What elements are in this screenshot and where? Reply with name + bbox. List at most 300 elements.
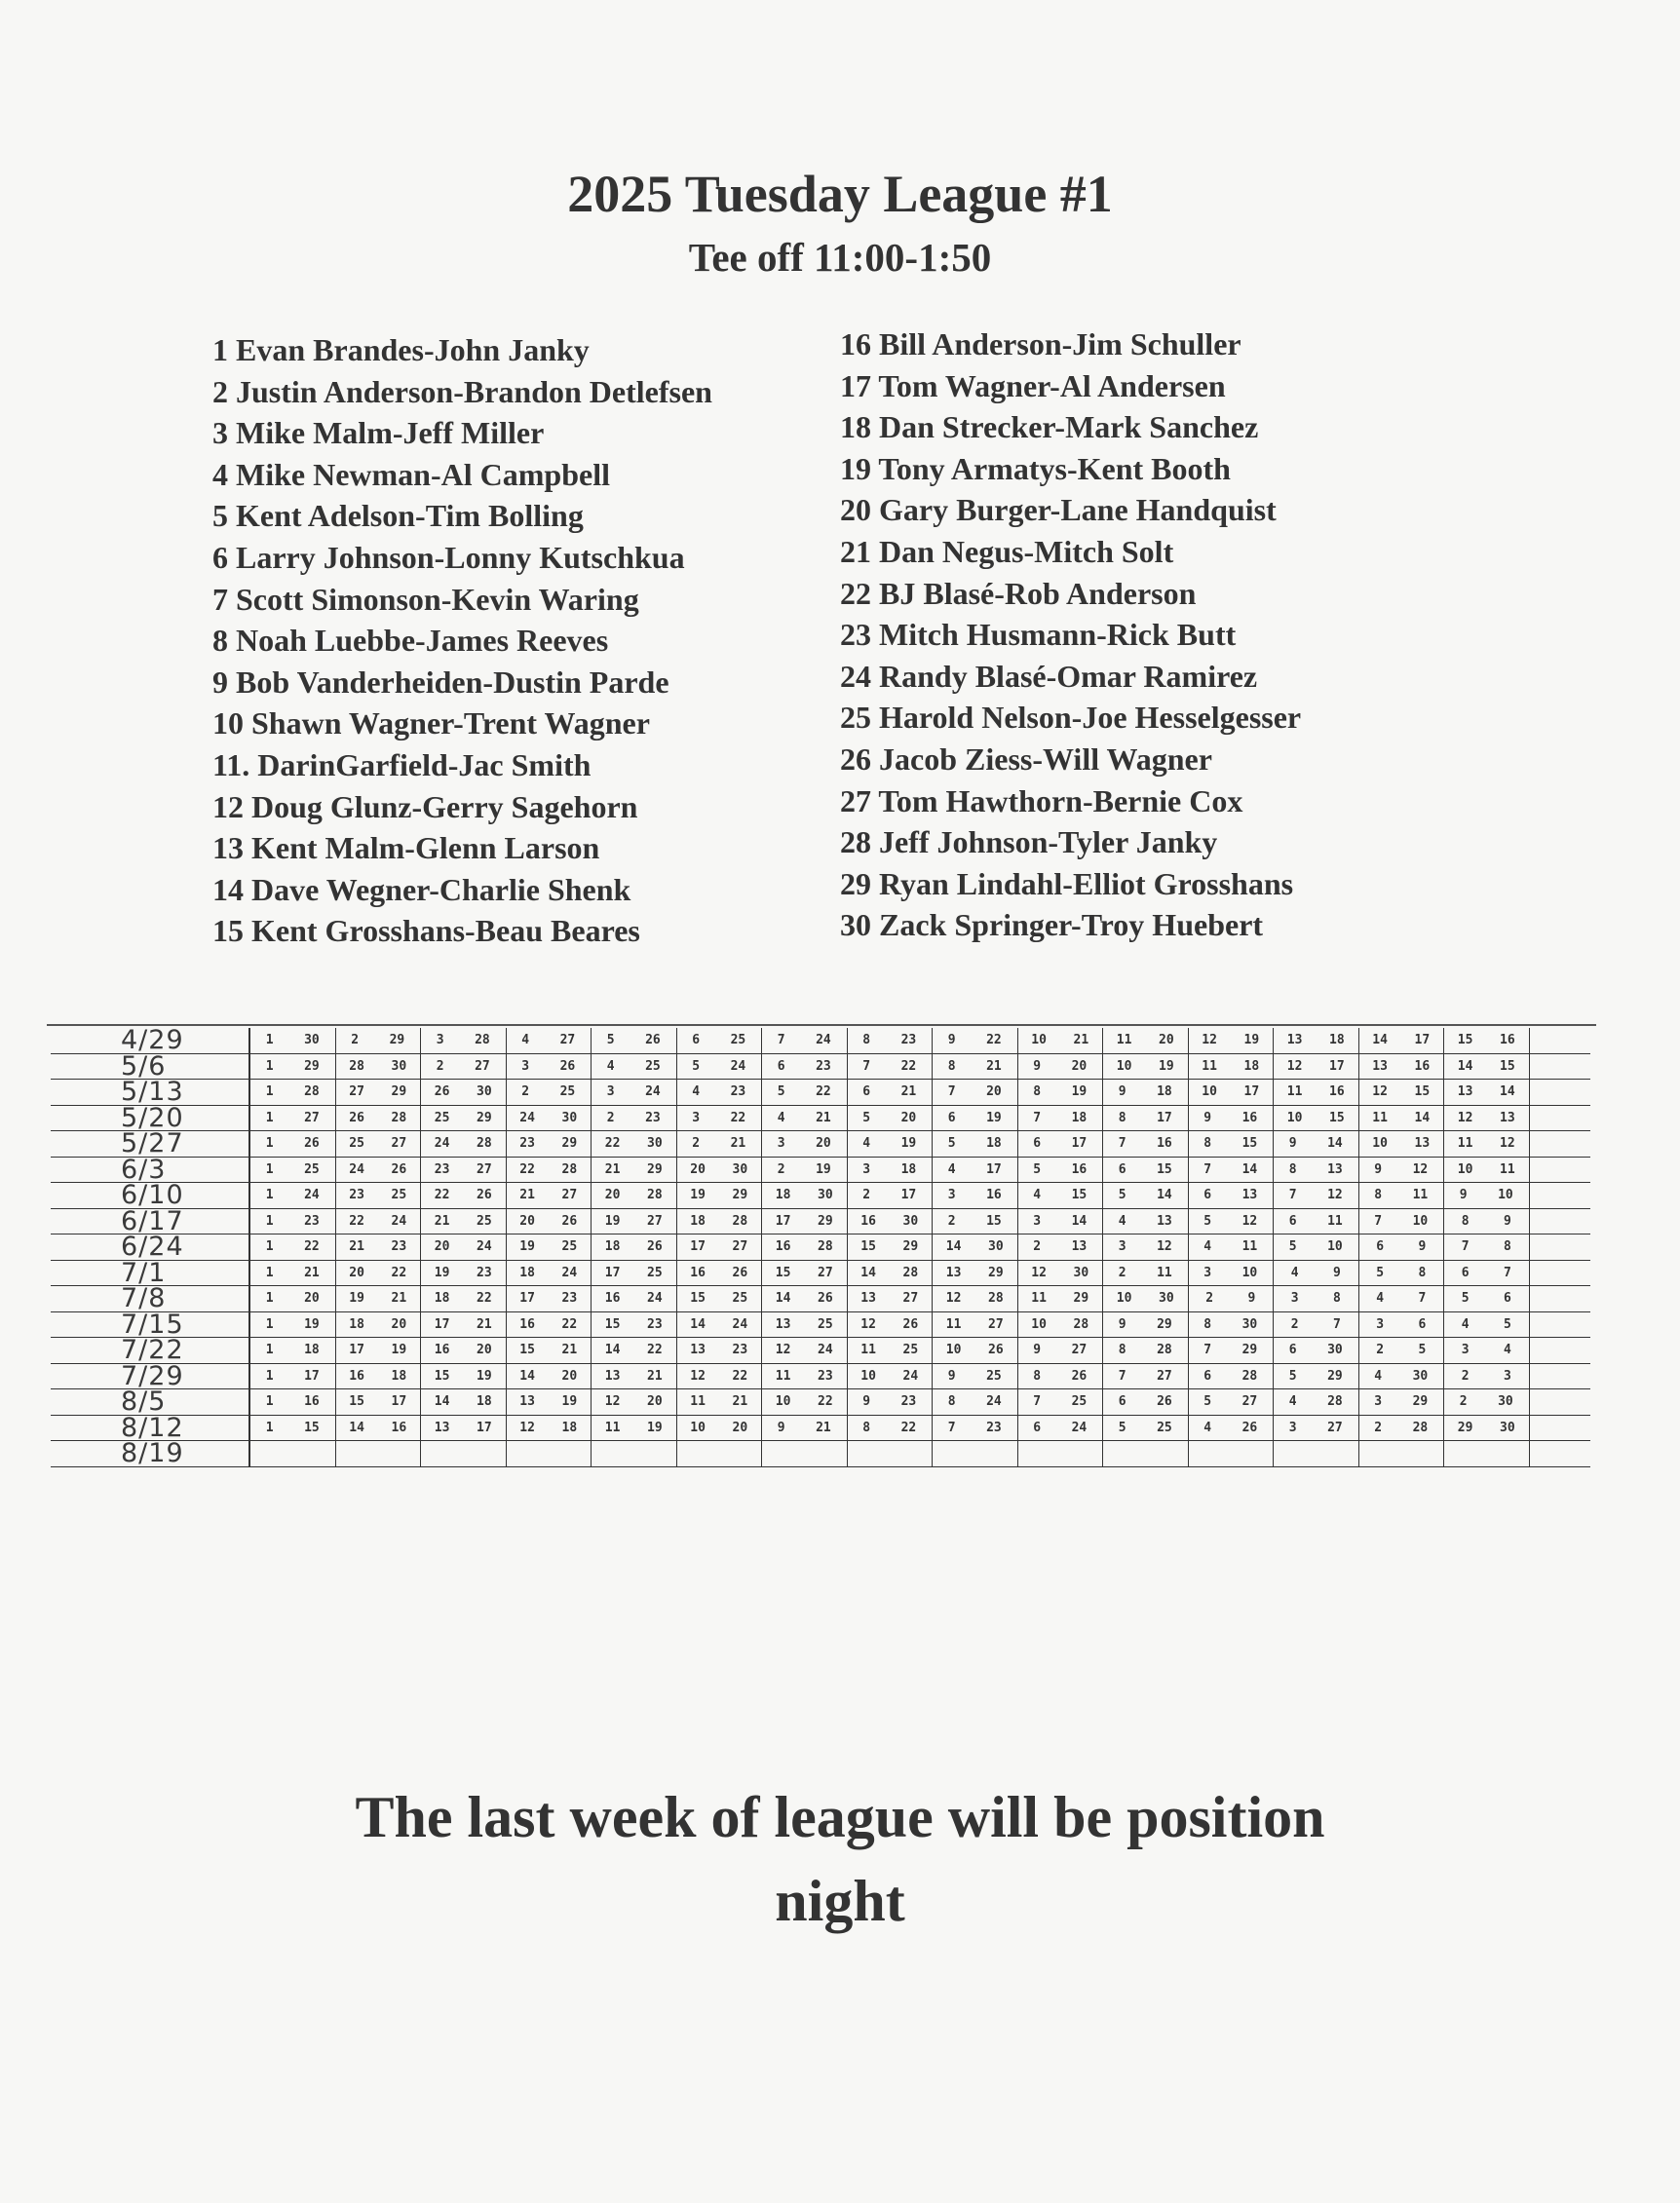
team-number: 17: [477, 1420, 492, 1435]
team-number: 22: [604, 1136, 621, 1152]
matchup-cell: [592, 1286, 677, 1311]
team-number: 1: [265, 1291, 274, 1307]
matchup-cell: [1103, 1441, 1189, 1466]
team-number: 21: [816, 1420, 831, 1435]
schedule-row: [51, 1025, 1590, 1055]
team-number: 10: [1372, 1136, 1388, 1152]
matchup-cell: [677, 1028, 763, 1053]
team-number: 19: [816, 1161, 831, 1177]
matchup-cell: [1444, 1131, 1530, 1157]
team-number: 17: [1329, 1058, 1345, 1074]
team-number: 25: [304, 1161, 320, 1177]
team-number: 29: [1327, 1368, 1343, 1384]
team-number: 26: [559, 1058, 576, 1074]
matchup-cell: [848, 1054, 934, 1080]
team-number: 16: [391, 1420, 407, 1435]
matchup-cell: [677, 1106, 763, 1131]
matchup-cell: [762, 1106, 848, 1131]
team-number: 13: [1414, 1136, 1431, 1152]
team-number: 25: [986, 1368, 1002, 1384]
week-date: 5/20: [51, 1106, 250, 1131]
matchup-cell: [592, 1209, 677, 1234]
matchup-cell: [1189, 1183, 1275, 1208]
team-number: 28: [647, 1188, 663, 1203]
week-date: 5/6: [51, 1054, 250, 1080]
schedule-row: [51, 1283, 1590, 1313]
team-number: 4: [1033, 1188, 1042, 1203]
team-number: 29: [818, 1213, 833, 1229]
team-number: 24: [816, 1033, 831, 1048]
team-number: 16: [690, 1265, 706, 1280]
team-number: 5: [1203, 1394, 1212, 1410]
matchup-cell: [1103, 1106, 1189, 1131]
matchup-cell: [677, 1183, 763, 1208]
team-number: 11: [1372, 1110, 1388, 1125]
team-number: 6: [1376, 1239, 1385, 1255]
team-number: 16: [1157, 1136, 1172, 1152]
team-number: 23: [900, 1394, 917, 1410]
matchup-cell: [421, 1054, 507, 1080]
team-entry: 13 Kent Malm-Glenn Larson: [212, 830, 600, 866]
team-number: 15: [860, 1239, 876, 1255]
team-number: 23: [561, 1291, 578, 1307]
team-number: 13: [690, 1343, 706, 1358]
team-number: 6: [1118, 1394, 1126, 1410]
matchup-cell: [933, 1338, 1018, 1363]
team-number: 6: [777, 1058, 785, 1074]
team-number: 20: [519, 1213, 535, 1229]
matchup-cell: [677, 1312, 763, 1338]
team-number: 9: [1374, 1161, 1383, 1177]
team-number: 6: [1033, 1420, 1042, 1435]
matchup-cell: [1444, 1441, 1530, 1466]
matchup-cell: [1274, 1364, 1359, 1389]
matchup-cell: [592, 1389, 677, 1415]
team-number: 26: [1071, 1368, 1088, 1384]
schedule-row: [51, 1335, 1590, 1365]
team-number: 28: [1327, 1394, 1343, 1410]
team-number: 1: [265, 1368, 274, 1384]
team-number: 1: [265, 1136, 274, 1152]
team-number: 18: [1329, 1033, 1345, 1048]
team-entry: 14 Dave Wegner-Charlie Shenk: [212, 871, 631, 907]
matchup-cell: [1359, 1364, 1445, 1389]
team-number: 28: [349, 1058, 364, 1074]
matchup-cell: [1444, 1234, 1530, 1260]
matchup-cell: [592, 1158, 677, 1183]
matchup-cell: [1103, 1209, 1189, 1234]
matchup-cell: [592, 1234, 677, 1260]
team-number: 13: [1286, 1033, 1303, 1048]
team-number: 27: [349, 1084, 364, 1100]
matchup-cell: [933, 1312, 1018, 1338]
matchup-cell: [762, 1338, 848, 1363]
team-number: 27: [477, 1161, 492, 1177]
matchup-cell: [1444, 1338, 1530, 1363]
team-number: 10: [1031, 1033, 1047, 1048]
matchup-cell: [1359, 1054, 1445, 1080]
team-number: 4: [606, 1058, 615, 1074]
team-number: 20: [647, 1394, 663, 1410]
team-number: 4: [521, 1033, 530, 1048]
team-number: 7: [1374, 1213, 1383, 1229]
team-number: 11: [1412, 1188, 1429, 1203]
team-number: 25: [561, 1239, 578, 1255]
matchup-cell: [762, 1158, 848, 1183]
matchup-cell: [250, 1338, 336, 1363]
team-number: 22: [519, 1161, 535, 1177]
tee-off-times: Tee off 11:00-1:50: [688, 235, 992, 280]
team-number: 11: [1202, 1058, 1217, 1074]
matchup-cell: [507, 1158, 592, 1183]
team-number: 27: [1071, 1343, 1088, 1358]
team-entry: 1 Evan Brandes-John Janky: [212, 332, 590, 367]
matchup-cell: [1189, 1338, 1275, 1363]
team-number: 18: [1243, 1058, 1260, 1074]
footer-line-1: The last week of league will be position: [355, 1785, 1325, 1849]
matchup-cell: [1189, 1364, 1275, 1389]
team-number: 22: [818, 1394, 833, 1410]
team-number: 26: [1241, 1420, 1258, 1435]
team-number: 11: [1116, 1033, 1132, 1048]
team-number: 2: [1118, 1265, 1126, 1280]
team-number: 28: [732, 1213, 748, 1229]
team-number: 20: [986, 1084, 1002, 1100]
team-number: 21: [604, 1161, 621, 1177]
schedule-row: [51, 1102, 1590, 1133]
team-number: 17: [900, 1188, 917, 1203]
matchup-cell: [1018, 1234, 1104, 1260]
matchup-cell: [677, 1054, 763, 1080]
matchup-cell: [848, 1286, 934, 1311]
team-number: 6: [947, 1110, 956, 1125]
team-number: 14: [349, 1420, 364, 1435]
team-number: 29: [732, 1188, 748, 1203]
matchup-cell: [1189, 1441, 1275, 1466]
matchup-cell: [933, 1183, 1018, 1208]
schedule-row: [51, 1205, 1590, 1236]
team-number: 18: [986, 1136, 1002, 1152]
matchup-cell: [421, 1209, 507, 1234]
team-number: 12: [604, 1394, 621, 1410]
team-number: 27: [1157, 1368, 1172, 1384]
team-number: 1: [265, 1343, 274, 1358]
team-number: 3: [1374, 1394, 1383, 1410]
team-number: 16: [1329, 1084, 1345, 1100]
team-number: 2: [777, 1161, 785, 1177]
team-number: 5: [1118, 1188, 1126, 1203]
team-number: 15: [519, 1343, 535, 1358]
team-number: 27: [475, 1058, 490, 1074]
team-number: 19: [434, 1265, 450, 1280]
team-number: 1: [265, 1110, 274, 1125]
matchup-cell: [762, 1209, 848, 1234]
team-number: 16: [434, 1343, 450, 1358]
team-number: 25: [645, 1058, 661, 1074]
team-number: 25: [1157, 1420, 1172, 1435]
team-number: 3: [606, 1084, 615, 1100]
team-number: 14: [1327, 1136, 1343, 1152]
team-number: 16: [519, 1316, 535, 1332]
team-number: 24: [732, 1316, 748, 1332]
team-number: 20: [1071, 1058, 1088, 1074]
team-number: 3: [1461, 1343, 1470, 1358]
team-number: 28: [1157, 1343, 1172, 1358]
matchup-cell: [1274, 1028, 1359, 1053]
team-number: 2: [521, 1084, 530, 1100]
team-number: 10: [1241, 1265, 1258, 1280]
team-number: 8: [1033, 1368, 1042, 1384]
matchup-cell: [1103, 1416, 1189, 1441]
matchup-cell: [677, 1389, 763, 1415]
team-number: 26: [304, 1136, 320, 1152]
matchup-cell: [1359, 1338, 1445, 1363]
team-number: 21: [1073, 1033, 1089, 1048]
matchup-cell: [1018, 1183, 1104, 1208]
team-number: 19: [1071, 1084, 1088, 1100]
matchup-cell: [1189, 1106, 1275, 1131]
team-number: 28: [304, 1084, 320, 1100]
team-entry: 28 Jeff Johnson-Tyler Janky: [840, 824, 1218, 860]
team-number: 24: [645, 1084, 661, 1100]
team-number: 19: [1243, 1033, 1260, 1048]
team-number: 30: [1412, 1368, 1429, 1384]
team-number: 9: [862, 1394, 871, 1410]
team-number: 11: [1241, 1239, 1258, 1255]
team-number: 16: [1414, 1058, 1431, 1074]
matchup-cell: [1018, 1416, 1104, 1441]
team-entry: 5 Kent Adelson-Tim Bolling: [212, 498, 584, 534]
team-number: 21: [391, 1291, 407, 1307]
team-number: 9: [1033, 1058, 1042, 1074]
team-number: 27: [559, 1033, 576, 1048]
matchup-cell: [1018, 1106, 1104, 1131]
team-number: 12: [945, 1291, 962, 1307]
team-number: 4: [1461, 1316, 1470, 1332]
matchup-cell: [507, 1441, 592, 1466]
team-number: 8: [862, 1033, 871, 1048]
matchup-cell: [933, 1131, 1018, 1157]
team-number: 26: [732, 1265, 748, 1280]
team-number: 10: [1202, 1084, 1217, 1100]
team-number: 29: [477, 1110, 492, 1125]
team-number: 16: [775, 1239, 791, 1255]
matchup-cell: [933, 1234, 1018, 1260]
team-number: 6: [1503, 1291, 1511, 1307]
week-date: 6/24: [51, 1234, 250, 1260]
matchup-cell: [1103, 1389, 1189, 1415]
team-number: 18: [1157, 1084, 1172, 1100]
team-number: 9: [1288, 1136, 1297, 1152]
team-number: 30: [902, 1213, 919, 1229]
team-number: 24: [730, 1058, 746, 1074]
team-number: 1: [265, 1213, 274, 1229]
team-number: 2: [1205, 1291, 1214, 1307]
matchup-cell: [592, 1312, 677, 1338]
team-number: 9: [1118, 1084, 1126, 1100]
schedule-row: [51, 1257, 1590, 1288]
schedule-table: [51, 1025, 1590, 1468]
team-entry: 17 Tom Wagner-Al Andersen: [840, 367, 1226, 403]
team-number: 14: [690, 1316, 706, 1332]
matchup-cell: [933, 1364, 1018, 1389]
matchup-cell: [1444, 1209, 1530, 1234]
team-number: 3: [947, 1188, 956, 1203]
team-number: 22: [900, 1058, 917, 1074]
team-number: 30: [1327, 1343, 1343, 1358]
team-number: 18: [900, 1161, 917, 1177]
matchup-cell: [592, 1338, 677, 1363]
team-number: 3: [1290, 1291, 1299, 1307]
week-date: 5/13: [51, 1080, 250, 1105]
matchup-cell: [250, 1312, 336, 1338]
week-date: 7/22: [51, 1338, 250, 1363]
team-number: 24: [304, 1188, 320, 1203]
team-number: 16: [1500, 1033, 1515, 1048]
team-number: 20: [732, 1420, 748, 1435]
matchup-cell: [1018, 1389, 1104, 1415]
matchup-cell: [592, 1106, 677, 1131]
matchup-cell: [421, 1080, 507, 1105]
team-number: 29: [1157, 1316, 1172, 1332]
matchup-cell: [336, 1131, 422, 1157]
team-number: 25: [477, 1213, 492, 1229]
schedule-top-rule: [47, 1024, 1596, 1026]
matchup-cell: [336, 1054, 422, 1080]
team-number: 21: [732, 1394, 748, 1410]
team-number: 11: [945, 1316, 962, 1332]
week-date: 6/17: [51, 1209, 250, 1234]
team-number: 23: [304, 1213, 320, 1229]
team-number: 10: [860, 1368, 876, 1384]
team-number: 21: [986, 1058, 1002, 1074]
team-number: 13: [1157, 1213, 1172, 1229]
team-number: 2: [351, 1033, 360, 1048]
matchup-cell: [507, 1106, 592, 1131]
team-number: 9: [777, 1420, 785, 1435]
team-number: 24: [1071, 1420, 1088, 1435]
team-number: 7: [947, 1084, 956, 1100]
matchup-cell: [762, 1441, 848, 1466]
team-number: 8: [947, 1394, 956, 1410]
matchup-cell: [1018, 1441, 1104, 1466]
matchup-cell: [507, 1183, 592, 1208]
team-number: 2: [436, 1058, 444, 1074]
matchup-cell: [507, 1286, 592, 1311]
team-number: 22: [732, 1368, 748, 1384]
team-number: 20: [349, 1265, 364, 1280]
matchup-cell: [1274, 1209, 1359, 1234]
team-number: 30: [391, 1058, 407, 1074]
team-number: 3: [862, 1161, 871, 1177]
matchup-cell: [1359, 1028, 1445, 1053]
matchup-cell: [1189, 1131, 1275, 1157]
matchup-cell: [1444, 1389, 1530, 1415]
team-number: 7: [1033, 1110, 1042, 1125]
matchup-cell: [592, 1364, 677, 1389]
team-number: 9: [1247, 1291, 1256, 1307]
team-number: 30: [304, 1033, 320, 1048]
team-number: 28: [475, 1033, 490, 1048]
team-number: 7: [1118, 1368, 1126, 1384]
team-number: 20: [816, 1136, 831, 1152]
team-number: 30: [1498, 1394, 1513, 1410]
matchup-cell: [848, 1441, 934, 1466]
matchup-cell: [1103, 1286, 1189, 1311]
schedule-row: [51, 1438, 1590, 1468]
matchup-cell: [1189, 1028, 1275, 1053]
matchup-cell: [1359, 1158, 1445, 1183]
matchup-cell: [336, 1106, 422, 1131]
matchup-cell: [1359, 1261, 1445, 1286]
team-number: 6: [862, 1084, 871, 1100]
matchup-cell: [933, 1209, 1018, 1234]
team-number: 16: [860, 1213, 876, 1229]
team-entry: 27 Tom Hawthorn-Bernie Cox: [840, 782, 1243, 818]
team-number: 29: [1073, 1291, 1089, 1307]
team-entry: 29 Ryan Lindahl-Elliot Grosshans: [840, 865, 1294, 901]
team-entry: 22 BJ Blasé-Rob Anderson: [840, 575, 1197, 611]
matchup-cell: [1018, 1054, 1104, 1080]
team-number: 17: [1071, 1136, 1088, 1152]
team-number: 5: [1118, 1420, 1126, 1435]
team-number: 15: [434, 1368, 450, 1384]
team-number: 15: [349, 1394, 364, 1410]
matchup-cell: [1018, 1261, 1104, 1286]
team-number: 29: [561, 1136, 578, 1152]
team-number: 26: [391, 1161, 407, 1177]
team-number: 5: [692, 1058, 701, 1074]
matchup-cell: [762, 1286, 848, 1311]
team-number: 28: [477, 1136, 492, 1152]
team-number: 7: [1203, 1343, 1212, 1358]
team-number: 1: [265, 1265, 274, 1280]
team-number: 2: [692, 1136, 701, 1152]
matchup-cell: [421, 1028, 507, 1053]
team-number: 27: [732, 1239, 748, 1255]
team-number: 1: [265, 1084, 274, 1100]
team-number: 15: [1457, 1033, 1473, 1048]
team-entry: 7 Scott Simonson-Kevin Waring: [212, 581, 639, 617]
team-number: 23: [647, 1316, 663, 1332]
team-number: 29: [988, 1265, 1004, 1280]
team-number: 27: [1241, 1394, 1258, 1410]
team-number: 7: [1118, 1136, 1126, 1152]
team-number: 27: [561, 1188, 578, 1203]
team-number: 30: [988, 1239, 1004, 1255]
team-number: 29: [647, 1161, 663, 1177]
team-number: 17: [1243, 1084, 1260, 1100]
team-number: 12: [1202, 1033, 1217, 1048]
matchup-cell: [507, 1234, 592, 1260]
matchup-cell: [1444, 1286, 1530, 1311]
matchup-cell: [592, 1183, 677, 1208]
team-number: 24: [902, 1368, 919, 1384]
team-number: 28: [1073, 1316, 1089, 1332]
team-number: 7: [777, 1033, 785, 1048]
matchup-cell: [1018, 1286, 1104, 1311]
team-number: 9: [1332, 1265, 1341, 1280]
matchup-cell: [1359, 1209, 1445, 1234]
team-number: 18: [604, 1239, 621, 1255]
matchup-cell: [1018, 1028, 1104, 1053]
matchup-cell: [421, 1312, 507, 1338]
matchup-cell: [1103, 1131, 1189, 1157]
matchup-cell: [1103, 1158, 1189, 1183]
team-number: 12: [519, 1420, 535, 1435]
matchup-cell: [933, 1261, 1018, 1286]
team-number: 12: [1372, 1084, 1388, 1100]
